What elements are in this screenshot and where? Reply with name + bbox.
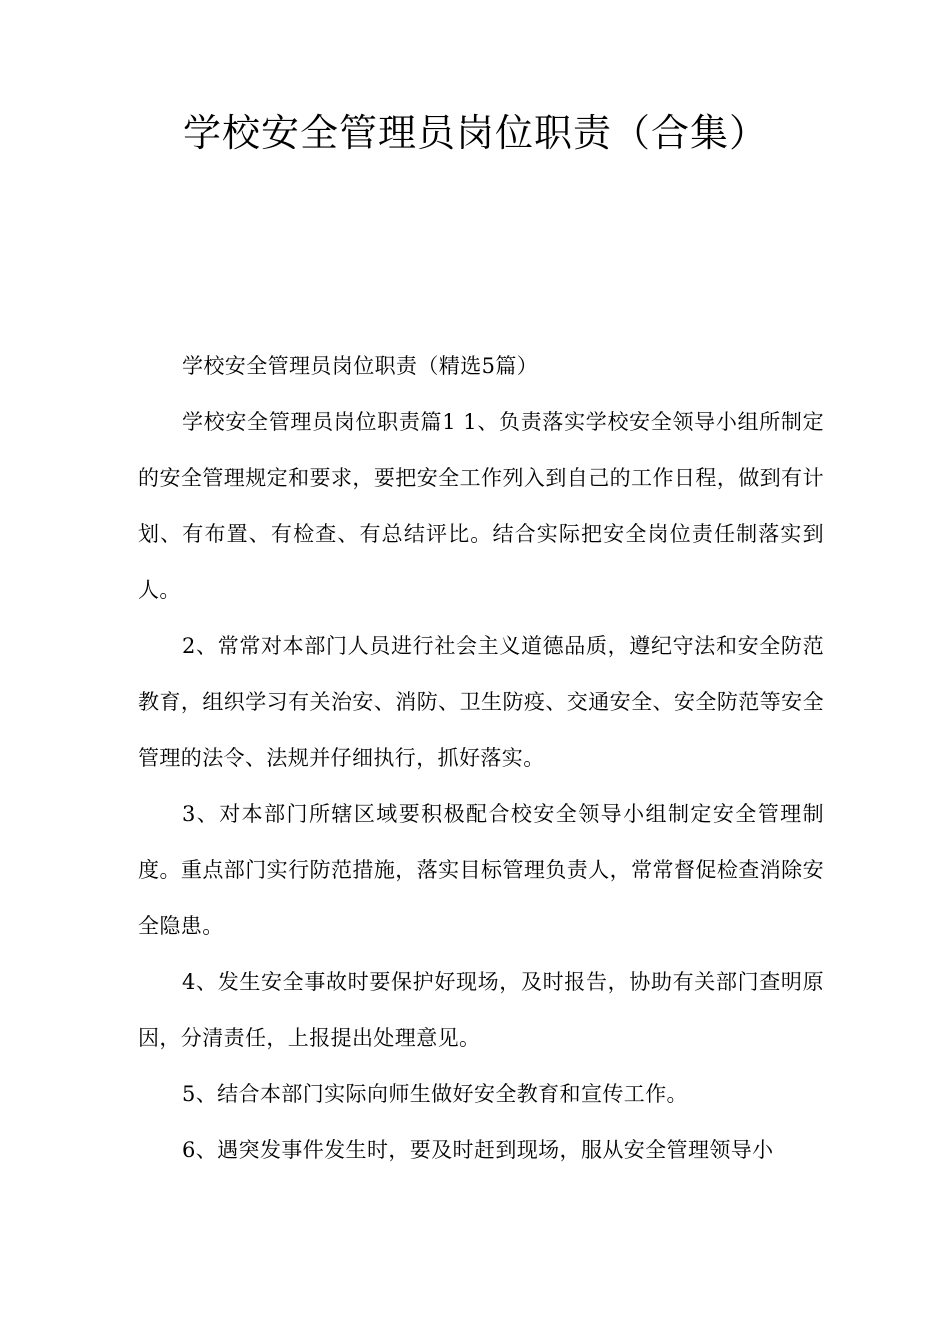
paragraph-subtitle: 学校安全管理员岗位职责（精选5篇） — [182, 354, 539, 378]
paragraph-item-3: 3、对本部门所辖区域要积极配合校安全领导小组制定安全管理制度。重点部门实行防范措施，落实目标管理负责人，常常督促检查消除安全隐患。 — [138, 802, 824, 938]
paragraph-item-2: 2、常常对本部门人员进行社会主义道德品质，遵纪守法和安全防范教育，组织学习有关治安、消防、卫生防疫、交通安全、安全防范等安全管理的法令、法规并仔细执行，抓好落实。 — [138, 634, 824, 770]
document-body — [138, 338, 824, 1178]
paragraph-item-5: 5、结合本部门实际向师生做好安全教育和宣传工作。 — [182, 1082, 688, 1106]
document-title: 学校安全管理员岗位职责（合集） — [183, 111, 769, 155]
paragraph-item-1: 学校安全管理员岗位职责篇1 1、负责落实学校安全领导小组所制定的安全管理规定和要求，要把安全工作列入到自己的工作日程，做到有计划、有布置、有检查、有总结评比。结合实际把安全岗位责任制落实到人。 — [138, 410, 824, 602]
paragraph-item-4: 4、发生安全事故时要保护好现场，及时报告，协助有关部门查明原因，分清责任，上报提出处理意见。 — [138, 970, 824, 1050]
paragraph-item-6: 6、遇突发事件发生时，要及时赶到现场，服从安全管理领导小 — [182, 1138, 774, 1162]
